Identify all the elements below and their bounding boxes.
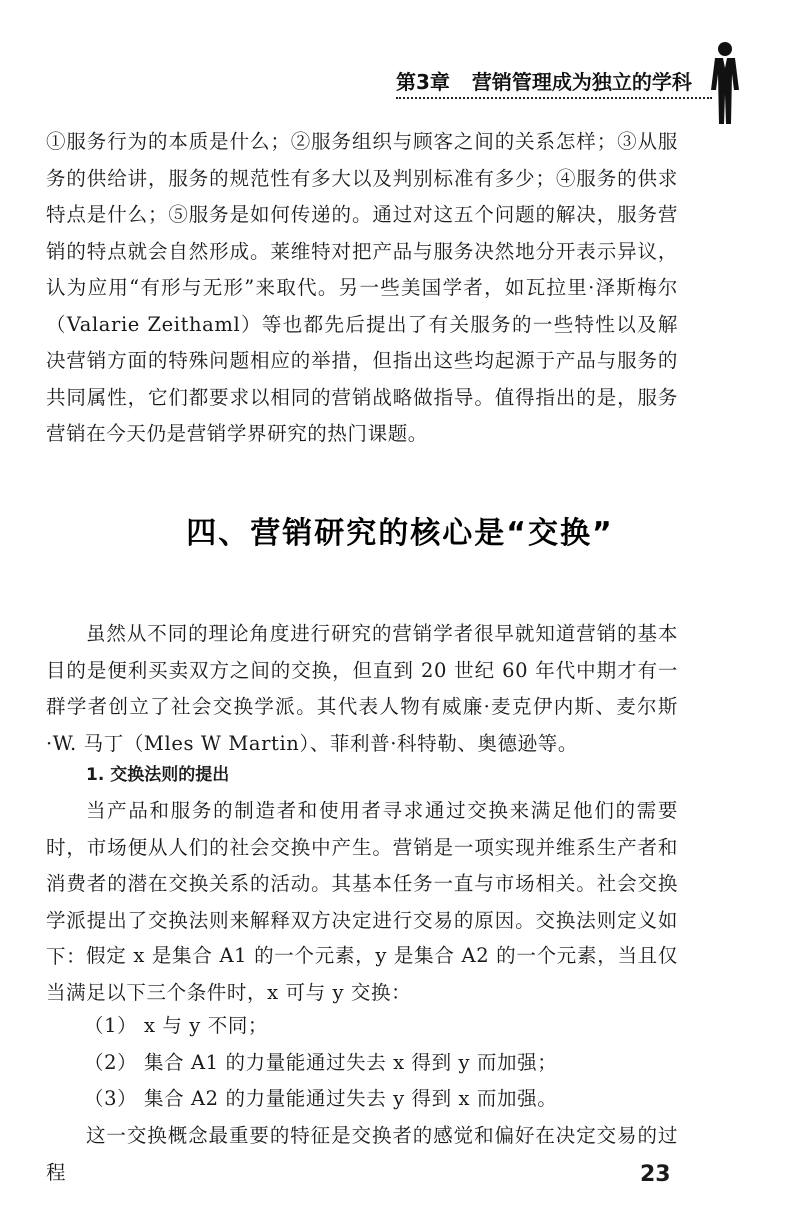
businessman-figure-icon <box>707 40 743 126</box>
page-number: 23 <box>640 1162 671 1187</box>
chapter-number: 第3章 <box>396 70 450 94</box>
paragraph-exchange-definition: 假定 x 是集合 A1 的一个元素，y 是集合 A2 的一个元素，当且仅当满足以下三个条件时，x 可与 y 交换： <box>46 944 678 1004</box>
paragraph-market-exchange: 当产品和服务的制造者和使用者寻求通过交换来满足他们的需要时，市场便从人们的社会交换中产生。营销是一项实现并维系生产者和消费者的潜在交换关系的活动。其基本任务一直与市场相关。社会交换学派提出了交换法则来解释双方决定进行交易的原因。交换法则定义如下： <box>46 799 678 968</box>
chapter-title: 营销管理成为独立的学科 <box>471 70 692 94</box>
section-heading: 四、营销研究的核心是“交换” <box>186 516 614 551</box>
condition-item-3: （3） 集合 A2 的力量能通过失去 y 得到 x 而加强。 <box>84 1087 558 1110</box>
paragraph-services: ①服务行为的本质是什么；②服务组织与顾客之间的关系怎样；③从服务的供给讲，服务的规范性有多大以及判别标准有多少；④服务的供求特点是什么；⑤服务是如何传递的。通过对这五个问题的解决，服务营销的特点就会自然形成。莱维特对把产品与服务决然地分开表示异议，认为应用“有形与无形”来取代。另一些美国学者，如瓦拉里·泽斯梅尔（Valarie Zeithaml）等也都先后提出了有关服务的一些特性以及解决营销方面的特殊问题相应的举措，但指出这些均起源于产品与服务的共同属性，它们都要求以相同的营销战略做指导。值得指出的是，服务营销在今天仍是营销学界研究的热门课题。 <box>46 130 678 445</box>
paragraph-social-exchange: 虽然从不同的理论角度进行研究的营销学者很早就知道营销的基本目的是便利买卖双方之间的交换，但直到 20 世纪 60 年代中期才有一群学者创立了社会交换学派。其代表人物有威廉·麦克伊内斯、麦尔斯·W. 马丁（Mles W Martin）、菲利普·科特勒、奥德逊等。 <box>46 622 678 755</box>
running-header <box>396 66 696 96</box>
paragraph-exchange-concept: 这一交换概念最重要的特征是交换者的感觉和偏好在决定交易的过程 <box>46 1124 678 1184</box>
subsection-heading: 1. 交换法则的提出 <box>86 765 230 785</box>
header-dotted-rule <box>396 97 712 99</box>
condition-item-1: （1） x 与 y 不同； <box>84 1014 269 1037</box>
condition-item-2: （2） 集合 A1 的力量能通过失去 x 得到 y 而加强； <box>84 1051 558 1074</box>
